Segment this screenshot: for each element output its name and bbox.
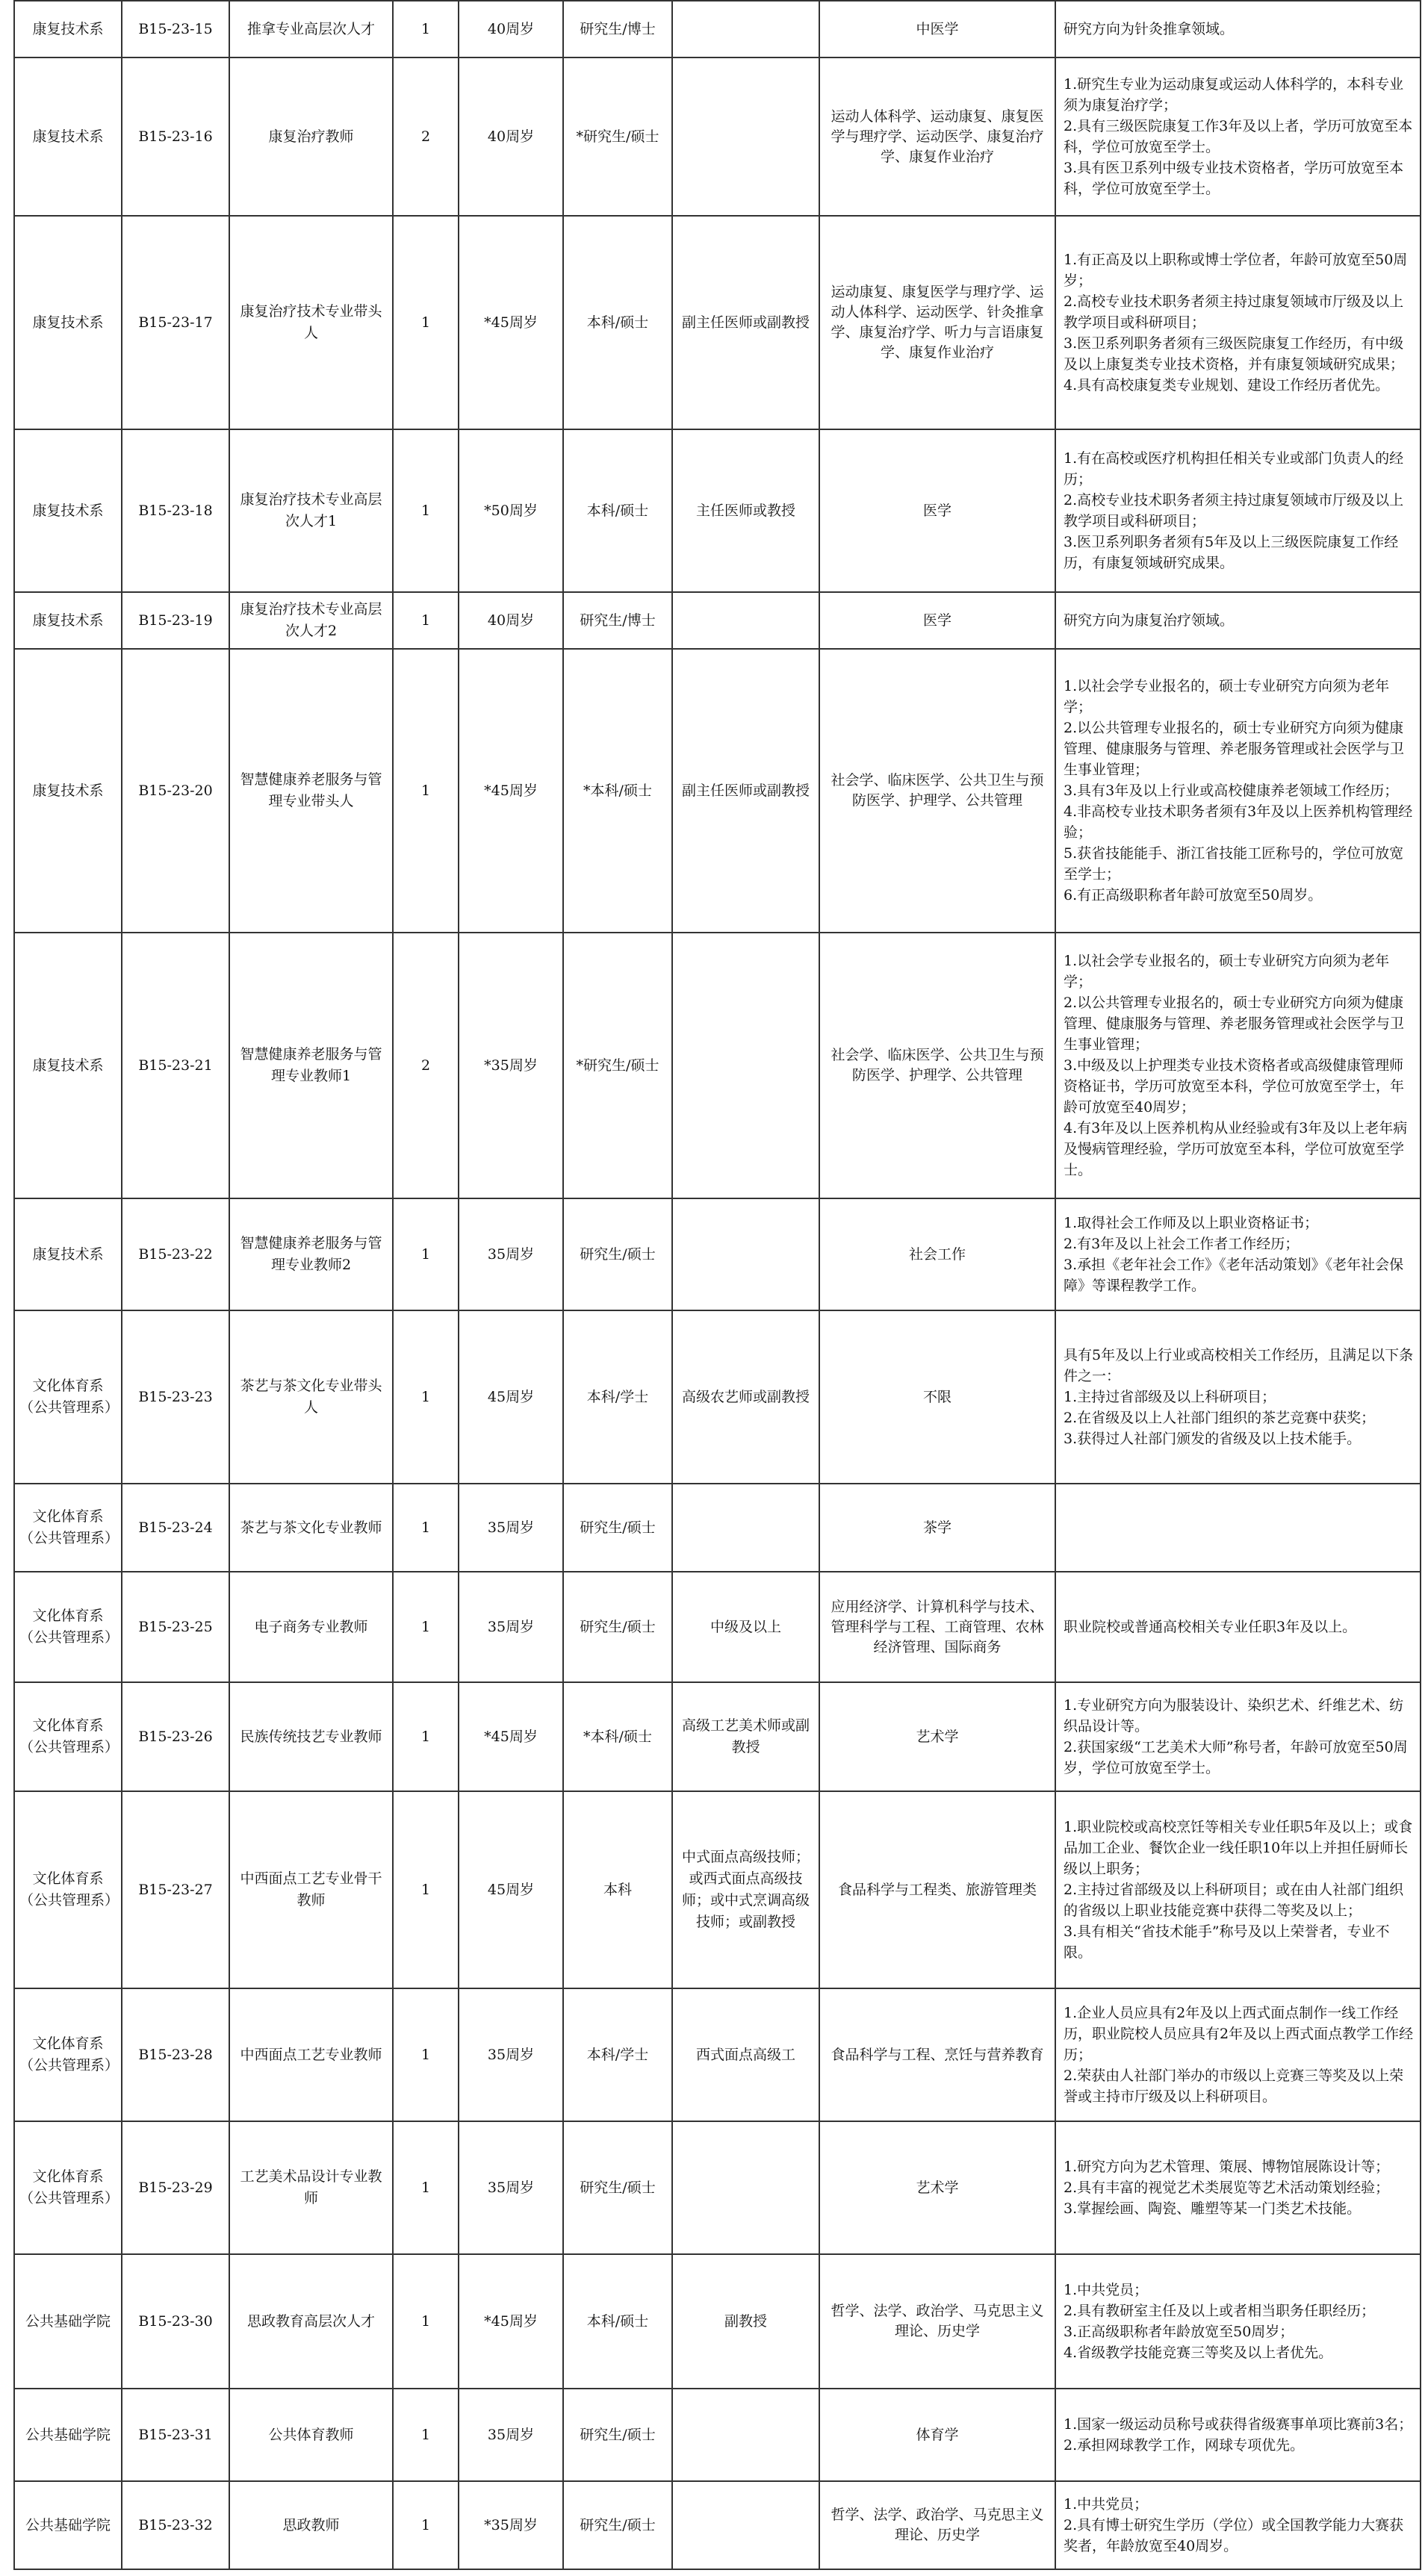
requirement-line: 3.获得过人社部门颁发的省级及以上技术能手。 — [1064, 1431, 1362, 1447]
requirement-line: 职业院校或普通高校相关专业任职3年及以上。 — [1064, 1619, 1357, 1635]
dept-cell: 文化体育系（公共管理系） — [14, 1988, 122, 2121]
count-cell: 1 — [393, 1988, 459, 2121]
dept-cell: 康复技术系 — [14, 429, 122, 592]
requirements-cell — [1055, 216, 1421, 429]
table-row — [14, 649, 1421, 933]
title-cell — [672, 1198, 819, 1310]
code-cell: B15-23-20 — [122, 649, 229, 933]
requirements-cell — [1055, 649, 1421, 933]
position-cell: 思政教育高层次人才 — [229, 2254, 393, 2389]
position-cell: 推拿专业高层次人才 — [229, 1, 393, 57]
major-cell: 医学 — [819, 592, 1055, 649]
requirement-line: 3.医卫系列职务者须有5年及以上三级医院康复工作经历，有康复领域研究成果。 — [1064, 534, 1399, 571]
age-cell: *45周岁 — [459, 1682, 563, 1791]
major-cell: 不限 — [819, 1310, 1055, 1484]
requirement-line: 2.有3年及以上社会工作者工作经历； — [1064, 1236, 1300, 1252]
education-cell: *本科/硕士 — [563, 649, 672, 933]
code-cell: B15-23-28 — [122, 1988, 229, 2121]
count-cell: 1 — [393, 2481, 459, 2569]
table-row — [14, 1791, 1421, 1988]
dept-cell: 康复技术系 — [14, 592, 122, 649]
table-row — [14, 1484, 1421, 1572]
education-cell: 研究生/硕士 — [563, 1198, 672, 1310]
position-cell: 康复治疗技术专业带头人 — [229, 216, 393, 429]
title-cell — [672, 2389, 819, 2481]
education-cell: 研究生/博士 — [563, 592, 672, 649]
dept-cell: 康复技术系 — [14, 1, 122, 57]
code-cell: B15-23-24 — [122, 1484, 229, 1572]
title-cell — [672, 57, 819, 216]
education-cell: 本科/硕士 — [563, 2254, 672, 2389]
dept-cell: 文化体育系（公共管理系） — [14, 1791, 122, 1988]
code-cell: B15-23-31 — [122, 2389, 229, 2481]
major-cell: 社会学、临床医学、公共卫生与预防医学、护理学、公共管理 — [819, 933, 1055, 1198]
requirement-line: 2.获国家级“工艺美术大师”称号者，年龄可放宽至50周岁，学位可放宽至学士。 — [1064, 1739, 1408, 1776]
requirement-line: 3.掌握绘画、陶瓷、雕塑等某一门类艺术技能。 — [1064, 2200, 1362, 2217]
position-cell: 中西面点工艺专业教师 — [229, 1988, 393, 2121]
age-cell: 40周岁 — [459, 1, 563, 57]
education-cell: 本科 — [563, 1791, 672, 1988]
education-cell: 研究生/硕士 — [563, 1572, 672, 1682]
requirement-line: 研究方向为康复治疗领域。 — [1064, 612, 1235, 629]
requirements-cell — [1055, 429, 1421, 592]
code-cell: B15-23-30 — [122, 2254, 229, 2389]
count-cell: 1 — [393, 1, 459, 57]
age-cell: *35周岁 — [459, 2481, 563, 2569]
count-cell: 2 — [393, 933, 459, 1198]
requirement-line: 具有5年及以上行业或高校相关工作经历，且满足以下条件之一： — [1064, 1347, 1414, 1384]
code-cell: B15-23-21 — [122, 933, 229, 1198]
requirement-line: 1.有正高及以上职称或博士学位者，年龄可放宽至50周岁； — [1064, 252, 1408, 289]
code-cell: B15-23-18 — [122, 429, 229, 592]
count-cell: 1 — [393, 1484, 459, 1572]
code-cell: B15-23-27 — [122, 1791, 229, 1988]
title-cell: 副教授 — [672, 2254, 819, 2389]
requirement-line: 研究方向为针灸推拿领域。 — [1064, 21, 1235, 37]
table-row — [14, 57, 1421, 216]
table-row — [14, 592, 1421, 649]
title-cell: 中式面点高级技师；或西式面点高级技师；或中式烹调高级技师；或副教授 — [672, 1791, 819, 1988]
code-cell: B15-23-26 — [122, 1682, 229, 1791]
code-cell: B15-23-17 — [122, 216, 229, 429]
requirement-line: 3.具有3年及以上行业或高校健康养老领域工作经历； — [1064, 783, 1399, 799]
table-body — [14, 1, 1421, 2569]
dept-cell: 康复技术系 — [14, 216, 122, 429]
table-row — [14, 1198, 1421, 1310]
table-row — [14, 216, 1421, 429]
major-cell: 艺术学 — [819, 2121, 1055, 2254]
education-cell: 本科/硕士 — [563, 429, 672, 592]
age-cell: *45周岁 — [459, 2254, 563, 2389]
major-cell: 应用经济学、计算机科学与技术、管理科学与工程、工商管理、农林经济管理、国际商务 — [819, 1572, 1055, 1682]
education-cell: 研究生/硕士 — [563, 2481, 672, 2569]
requirement-line: 3.中级及以上护理类专业技术资格者或高级健康管理师资格证书，学历可放宽至本科，学位可放宽至学士，年龄可放宽至40周岁； — [1064, 1057, 1405, 1116]
requirements-cell — [1055, 2389, 1421, 2481]
education-cell: 本科/学士 — [563, 1988, 672, 2121]
dept-cell: 文化体育系（公共管理系） — [14, 1572, 122, 1682]
requirements-cell — [1055, 1198, 1421, 1310]
requirement-line: 1.专业研究方向为服装设计、染织艺术、纤维艺术、纺织品设计等。 — [1064, 1697, 1404, 1735]
title-cell: 副主任医师或副教授 — [672, 649, 819, 933]
education-cell: *研究生/硕士 — [563, 933, 672, 1198]
requirement-line: 3.承担《老年社会工作》《老年活动策划》《老年社会保障》等课程教学工作。 — [1064, 1257, 1404, 1294]
major-cell: 食品科学与工程、烹饪与营养教育 — [819, 1988, 1055, 2121]
major-cell: 社会工作 — [819, 1198, 1055, 1310]
position-cell: 茶艺与茶文化专业教师 — [229, 1484, 393, 1572]
requirement-line: 2.以公共管理专业报名的，硕士专业研究方向须为健康管理、健康服务与管理、养老服务管理或社会医学与卫生事业管理； — [1064, 720, 1405, 778]
requirements-cell — [1055, 1310, 1421, 1484]
position-cell: 茶艺与茶文化专业带头人 — [229, 1310, 393, 1484]
table-row — [14, 1, 1421, 57]
requirements-cell — [1055, 1, 1421, 57]
major-cell: 艺术学 — [819, 1682, 1055, 1791]
position-cell: 智慧健康养老服务与管理专业教师2 — [229, 1198, 393, 1310]
requirement-line: 2.具有丰富的视觉艺术类展览等艺术活动策划经验； — [1064, 2180, 1390, 2196]
position-cell: 智慧健康养老服务与管理专业带头人 — [229, 649, 393, 933]
education-cell: 本科/学士 — [563, 1310, 672, 1484]
requirement-line: 1.有在高校或医疗机构担任相关专业或部门负责人的经历； — [1064, 450, 1404, 488]
count-cell: 1 — [393, 1791, 459, 1988]
dept-cell: 文化体育系（公共管理系） — [14, 1484, 122, 1572]
major-cell: 茶学 — [819, 1484, 1055, 1572]
requirement-line: 2.以公共管理专业报名的，硕士专业研究方向须为健康管理、健康服务与管理、养老服务管理或社会医学与卫生事业管理； — [1064, 995, 1405, 1053]
table-row — [14, 2481, 1421, 2569]
requirement-line: 1.职业院校或高校烹饪等相关专业任职5年及以上；或食品加工企业、餐饮企业一线任职10年以上并担任厨师长级以上职务； — [1064, 1819, 1413, 1877]
position-cell: 智慧健康养老服务与管理专业教师1 — [229, 933, 393, 1198]
age-cell: 35周岁 — [459, 1198, 563, 1310]
title-cell — [672, 1484, 819, 1572]
major-cell: 食品科学与工程类、旅游管理类 — [819, 1791, 1055, 1988]
title-cell — [672, 1, 819, 57]
title-cell — [672, 592, 819, 649]
requirements-cell — [1055, 1484, 1421, 1572]
table-row — [14, 2121, 1421, 2254]
major-cell: 体育学 — [819, 2389, 1055, 2481]
education-cell: 本科/硕士 — [563, 216, 672, 429]
requirements-cell — [1055, 2254, 1421, 2389]
table-row — [14, 2389, 1421, 2481]
requirements-cell — [1055, 592, 1421, 649]
position-cell: 康复治疗教师 — [229, 57, 393, 216]
requirement-line: 1.以社会学专业报名的，硕士专业研究方向须为老年学； — [1064, 953, 1390, 990]
count-cell: 1 — [393, 592, 459, 649]
count-cell: 1 — [393, 2254, 459, 2389]
age-cell: 45周岁 — [459, 1791, 563, 1988]
count-cell: 1 — [393, 1310, 459, 1484]
requirement-line: 2.在省级及以上人社部门组织的茶艺竞赛中获奖； — [1064, 1410, 1376, 1426]
age-cell: *45周岁 — [459, 216, 563, 429]
requirements-cell — [1055, 1682, 1421, 1791]
requirements-cell — [1055, 57, 1421, 216]
requirement-line: 2.承担网球教学工作，网球专项优先。 — [1064, 2437, 1305, 2454]
count-cell: 1 — [393, 216, 459, 429]
recruitment-table — [13, 0, 1421, 2570]
position-cell: 公共体育教师 — [229, 2389, 393, 2481]
requirements-cell — [1055, 2121, 1421, 2254]
requirement-line: 3.医卫系列职务者须有三级医院康复工作经历，有中级及以上康复类专业技术资格，并有康复领域研究成果； — [1064, 335, 1405, 373]
age-cell: 35周岁 — [459, 2121, 563, 2254]
position-cell: 中西面点工艺专业骨干教师 — [229, 1791, 393, 1988]
major-cell: 哲学、法学、政治学、马克思主义理论、历史学 — [819, 2481, 1055, 2569]
major-cell: 运动人体科学、运动康复、康复医学与理疗学、运动医学、康复治疗学、康复作业治疗 — [819, 57, 1055, 216]
education-cell: *本科/硕士 — [563, 1682, 672, 1791]
requirement-line: 1.研究方向为艺术管理、策展、博物馆展陈设计等； — [1064, 2159, 1390, 2175]
code-cell: B15-23-22 — [122, 1198, 229, 1310]
title-cell — [672, 2481, 819, 2569]
age-cell: 40周岁 — [459, 57, 563, 216]
requirements-cell — [1055, 1988, 1421, 2121]
position-cell: 民族传统技艺专业教师 — [229, 1682, 393, 1791]
count-cell: 1 — [393, 1198, 459, 1310]
count-cell: 2 — [393, 57, 459, 216]
age-cell: 35周岁 — [459, 1484, 563, 1572]
education-cell: 研究生/硕士 — [563, 2121, 672, 2254]
table-row — [14, 933, 1421, 1198]
dept-cell: 公共基础学院 — [14, 2389, 122, 2481]
table-row — [14, 429, 1421, 592]
count-cell: 1 — [393, 649, 459, 933]
title-cell: 主任医师或教授 — [672, 429, 819, 592]
count-cell: 1 — [393, 2389, 459, 2481]
requirement-line: 1.以社会学专业报名的，硕士专业研究方向须为老年学； — [1064, 678, 1390, 715]
major-cell: 运动康复、康复医学与理疗学、运动人体科学、运动医学、针灸推拿学、康复治疗学、听力与言语康复学、康复作业治疗 — [819, 216, 1055, 429]
dept-cell: 公共基础学院 — [14, 2481, 122, 2569]
requirement-line: 1.中共党员； — [1064, 2496, 1149, 2513]
position-cell: 思政教师 — [229, 2481, 393, 2569]
requirement-line: 4.非高校专业技术职务者须有3年及以上医养机构管理经验； — [1064, 803, 1413, 841]
requirement-line: 3.具有相关“省技术能手”称号及以上荣誉者，专业不限。 — [1064, 1923, 1390, 1961]
age-cell: 35周岁 — [459, 1988, 563, 2121]
education-cell: 研究生/硕士 — [563, 2389, 672, 2481]
age-cell: 35周岁 — [459, 2389, 563, 2481]
requirement-line: 1.研究生专业为运动康复或运动人体科学的，本科专业须为康复治疗学； — [1064, 76, 1404, 113]
requirement-line: 4.有3年及以上医养机构从业经验或有3年及以上老年病及慢病管理经验，学历可放宽至本科，学位可放宽至学士。 — [1064, 1120, 1408, 1178]
requirement-line: 3.具有医卫系列中级专业技术资格者，学历可放宽至本科，学位可放宽至学士。 — [1064, 160, 1404, 197]
requirement-line: 1.取得社会工作师及以上职业资格证书； — [1064, 1215, 1319, 1231]
table-row — [14, 1682, 1421, 1791]
requirement-line: 2.主持过省部级及以上科研项目；或在由人社部门组织的省级以上职业技能竞赛中获得二等奖及以上； — [1064, 1882, 1404, 1919]
title-cell: 高级农艺师或副教授 — [672, 1310, 819, 1484]
title-cell — [672, 2121, 819, 2254]
age-cell: 40周岁 — [459, 592, 563, 649]
title-cell: 中级及以上 — [672, 1572, 819, 1682]
title-cell — [672, 933, 819, 1198]
requirement-line: 4.省级教学技能竞赛三等奖及以上者优先。 — [1064, 2345, 1333, 2361]
table-row — [14, 2254, 1421, 2389]
education-cell: *研究生/硕士 — [563, 57, 672, 216]
requirements-cell — [1055, 1572, 1421, 1682]
code-cell: B15-23-29 — [122, 2121, 229, 2254]
requirement-line: 1.企业人员应具有2年及以上西式面点制作一线工作经历，职业院校人员应具有2年及以上西式面点教学工作经历； — [1064, 2005, 1414, 2063]
requirement-line: 1.国家一级运动员称号或获得省级赛事单项比赛前3名； — [1064, 2416, 1413, 2433]
age-cell: 35周岁 — [459, 1572, 563, 1682]
major-cell: 哲学、法学、政治学、马克思主义理论、历史学 — [819, 2254, 1055, 2389]
requirement-line: 1.主持过省部级及以上科研项目； — [1064, 1389, 1276, 1405]
dept-cell: 康复技术系 — [14, 57, 122, 216]
age-cell: *50周岁 — [459, 429, 563, 592]
position-cell: 康复治疗技术专业高层次人才2 — [229, 592, 393, 649]
dept-cell: 公共基础学院 — [14, 2254, 122, 2389]
requirements-cell — [1055, 2481, 1421, 2569]
requirement-line: 3.正高级职称者年龄放宽至50周岁； — [1064, 2324, 1294, 2340]
requirement-line: 2.具有博士研究生学历（学位）或全国教学能力大赛获奖者，年龄放宽至40周岁。 — [1064, 2517, 1404, 2554]
table-row — [14, 1572, 1421, 1682]
requirement-line: 5.获省技能能手、浙江省技能工匠称号的，学位可放宽至学士； — [1064, 845, 1404, 883]
count-cell: 1 — [393, 1682, 459, 1791]
code-cell: B15-23-19 — [122, 592, 229, 649]
major-cell: 中医学 — [819, 1, 1055, 57]
dept-cell: 康复技术系 — [14, 933, 122, 1198]
requirement-line: 1.中共党员； — [1064, 2282, 1149, 2298]
major-cell: 社会学、临床医学、公共卫生与预防医学、护理学、公共管理 — [819, 649, 1055, 933]
title-cell: 高级工艺美术师或副教授 — [672, 1682, 819, 1791]
count-cell: 1 — [393, 429, 459, 592]
code-cell: B15-23-15 — [122, 1, 229, 57]
requirements-cell — [1055, 933, 1421, 1198]
code-cell: B15-23-23 — [122, 1310, 229, 1484]
title-cell: 副主任医师或副教授 — [672, 216, 819, 429]
count-cell: 1 — [393, 1572, 459, 1682]
requirement-line: 2.高校专业技术职务者须主持过康复领域市厅级及以上教学项目或科研项目； — [1064, 492, 1404, 529]
requirement-line: 4.具有高校康复类专业规划、建设工作经历者优先。 — [1064, 377, 1390, 393]
requirement-line: 2.具有教研室主任及以上或者相当职务任职经历； — [1064, 2303, 1376, 2319]
age-cell: *45周岁 — [459, 649, 563, 933]
code-cell: B15-23-16 — [122, 57, 229, 216]
position-cell: 电子商务专业教师 — [229, 1572, 393, 1682]
education-cell: 研究生/博士 — [563, 1, 672, 57]
dept-cell: 文化体育系（公共管理系） — [14, 1682, 122, 1791]
major-cell: 医学 — [819, 429, 1055, 592]
education-cell: 研究生/硕士 — [563, 1484, 672, 1572]
dept-cell: 康复技术系 — [14, 1198, 122, 1310]
age-cell: 45周岁 — [459, 1310, 563, 1484]
requirement-line: 6.有正高级职称者年龄可放宽至50周岁。 — [1064, 887, 1323, 903]
count-cell: 1 — [393, 2121, 459, 2254]
age-cell: *35周岁 — [459, 933, 563, 1198]
title-cell: 西式面点高级工 — [672, 1988, 819, 2121]
requirement-line: 2.荣获由人社部门举办的市级以上竞赛三等奖及以上荣誉或主持市厅级及以上科研项目。 — [1064, 2068, 1404, 2105]
position-cell: 康复治疗技术专业高层次人才1 — [229, 429, 393, 592]
dept-cell: 文化体育系（公共管理系） — [14, 1310, 122, 1484]
code-cell: B15-23-25 — [122, 1572, 229, 1682]
code-cell: B15-23-32 — [122, 2481, 229, 2569]
position-cell: 工艺美术品设计专业教师 — [229, 2121, 393, 2254]
dept-cell: 文化体育系（公共管理系） — [14, 2121, 122, 2254]
table-row — [14, 1988, 1421, 2121]
table-row — [14, 1310, 1421, 1484]
requirement-line: 2.高校专业技术职务者须主持过康复领域市厅级及以上教学项目或科研项目； — [1064, 293, 1404, 331]
dept-cell: 康复技术系 — [14, 649, 122, 933]
requirements-cell — [1055, 1791, 1421, 1988]
requirement-line: 2.具有三级医院康复工作3年及以上者，学历可放宽至本科，学位可放宽至学士。 — [1064, 118, 1413, 155]
